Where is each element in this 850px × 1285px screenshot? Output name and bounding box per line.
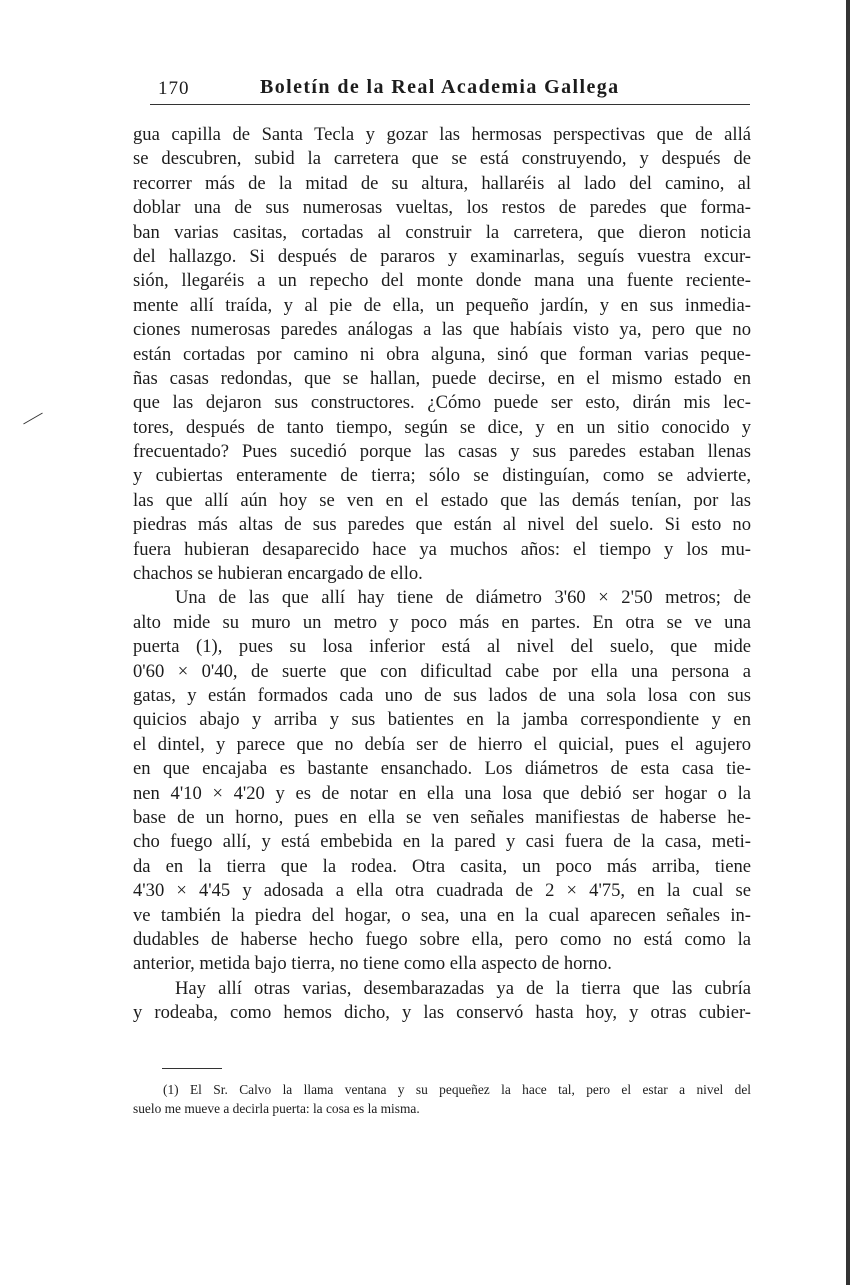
text-line: ñas casas redondas, que se hallan, puede decirse, en el mismo estado en [133,367,751,389]
text-line: cho fuego allí, y está embebida en la pared y casi fuera de la casa, meti- [133,831,751,853]
text-line: ciones numerosas paredes análogas a las que habíais visto ya, pero que no [133,319,751,341]
text-line: del hallazgo. Si después de pararos y examinarlas, seguís vuestra excur- [133,245,751,267]
text-line: sión, llegaréis a un repecho del monte donde mana una fuente reciente- [133,270,751,292]
running-title: Boletín de la Real Academia Gallega [260,76,620,98]
text-line: da en la tierra que la rodea. Otra casita, un poco más arriba, tiene [133,855,751,877]
text-line: piedras más altas de sus paredes que están al nivel del suelo. Si esto no [133,514,751,536]
text-line: y rodeaba, como hemos dicho, y las conservó hasta hoy, y otras cubier- [133,1002,751,1024]
page-header [150,74,750,104]
text-line: 0'60 × 0'40, de suerte que con dificultad cabe por ella una persona a [133,660,751,682]
text-line: que las dejaron sus constructores. ¿Cómo puede ser esto, dirán mis lec- [133,392,751,414]
text-line: Hay allí otras varias, desembarazadas ya de la tierra que las cubría [175,977,751,999]
footnote-line: (1) El Sr. Calvo la llama ventana y su pequeñez la hace tal, pero el estar a nivel del [163,1082,751,1097]
text-line: frecuentado? Pues sucedió porque las casas y sus paredes estaban llenas [133,441,751,463]
text-line: en que encajaba es bastante ensanchado. Los diámetros de esta casa tie- [133,758,751,780]
text-line: ve también la piedra del hogar, o sea, una en la cual aparecen señales in- [133,904,751,926]
text-line: tores, después de tanto tiempo, según se dice, y en un sitio conocido y [133,416,751,438]
body-text [133,123,751,1025]
footnote-rule [162,1068,222,1069]
text-line: las que allí aún hoy se ven en el estado que las demás tenían, por las [133,489,751,511]
text-line: quicios abajo y arriba y sus batientes en la jamba correspondiente y en [133,709,751,731]
footnote-line: suelo me mueve a decirla puerta: la cosa es la misma. [133,1101,420,1116]
header-rule [150,104,750,105]
text-line: fuera hubieran desaparecido hace ya muchos años: el tiempo y los mu- [133,538,751,560]
text-line: mente allí traída, y al pie de ella, un pequeño jardín, y en sus inmedia- [133,294,751,316]
text-line: recorrer más de la mitad de su altura, hallaréis al lado del camino, al [133,172,751,194]
text-line: dudables de haberse hecho fuego sobre ella, pero como no está como la [133,928,751,950]
text-line: gua capilla de Santa Tecla y gozar las hermosas perspectivas que de allá [133,124,751,145]
text-line: gatas, y están formados cada uno de sus lados de una sola losa con sus [133,684,751,706]
text-line: y cubiertas enteramente de tierra; sólo se distinguían, como se advierte, [133,465,751,487]
text-line: alto mide su muro un metro y poco más en partes. En otra se ve una [133,611,751,633]
text-line: 4'30 × 4'45 y adosada a ella otra cuadrada de 2 × 4'75, en la cual se [133,880,751,902]
page-edge-shadow [846,0,850,1285]
margin-mark [23,413,43,425]
page-number: 170 [158,78,190,99]
text-line: se descubren, subid la carretera que se está construyendo, y después de [133,148,751,170]
text-line: el dintel, y parece que no debía ser de hierro el quicial, pues el agujero [133,733,751,755]
text-line: están cortadas por camino ni obra alguna, sinó que forman varias peque- [133,343,751,365]
text-line: puerta (1), pues su losa inferior está al nivel del suelo, que mide [133,636,751,658]
text-line: nen 4'10 × 4'20 y es de notar en ella una losa que debió ser hogar o la [133,782,751,804]
text-line: doblar una de sus numerosas vueltas, los restos de paredes que forma- [133,197,751,219]
text-line: chachos se hubieran encargado de ello. [133,563,423,585]
footnote [133,1080,751,1118]
text-line: Una de las que allí hay tiene de diámetro 3'60 × 2'50 metros; de [175,587,751,609]
text-line: base de un horno, pues en ella se ven señales manifiestas de haberse he- [133,806,751,828]
text-line: anterior, metida bajo tierra, no tiene como ella aspecto de horno. [133,953,612,975]
text-line: ban varias casitas, cortadas al construir la carretera, que dieron noticia [133,221,751,243]
